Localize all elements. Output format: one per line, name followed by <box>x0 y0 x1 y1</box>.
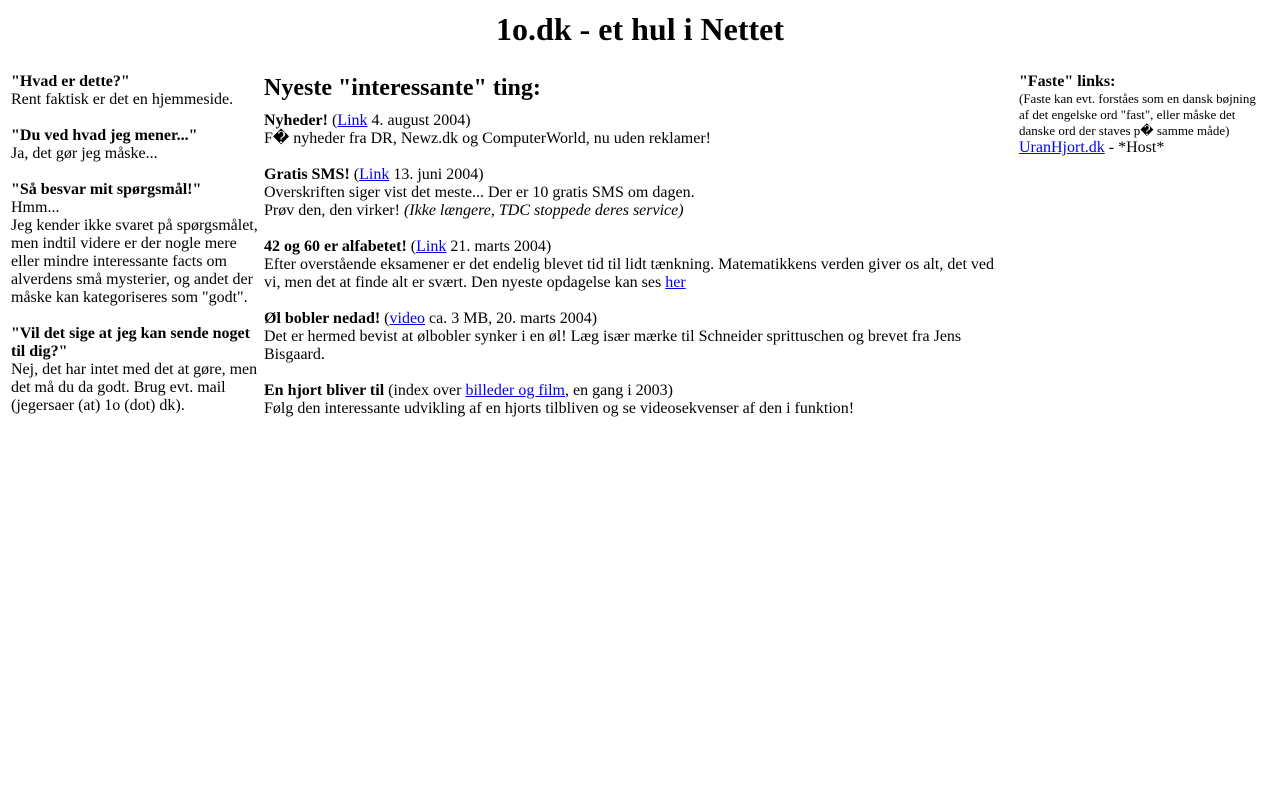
news-item-body: Overskriften siger vist det meste... Der er 10 gratis SMS om dagen. <box>264 184 695 201</box>
news-item-prefix: ( <box>406 238 417 255</box>
news-item-link[interactable]: video <box>389 310 426 327</box>
news-heading: Nyeste "interessante" ting: <box>264 75 541 101</box>
uranhjort-link[interactable]: UranHjort.dk <box>1019 139 1105 156</box>
news-item-header <box>264 112 1012 130</box>
news-item-meta: 13. juni 2004) <box>389 166 484 183</box>
news-item-meta: 4. august 2004) <box>367 112 471 129</box>
news-item-title: Nyheder! <box>264 112 328 129</box>
news-item-meta: , en gang i 2003) <box>565 382 673 399</box>
news-item-text: Prøv den, den virker! <box>264 202 404 219</box>
faq-question: "Hvad er dette?" <box>11 73 130 90</box>
links-note: (Faste kan evt. forståes som en dansk bøjning af det engelske ord "fast", eller måske det danske ord der staves p� samme måde) <box>1019 91 1256 138</box>
faq-question: "Du ved hvad jeg mener..." <box>11 127 198 144</box>
news-item-body: Det er hermed bevist at ølbobler synker i en øl! Læg især mærke til Schneider sprittuschen og brevet fra Jens Bisgaard. <box>264 328 962 363</box>
links-column <box>1019 73 1269 157</box>
news-item-body-2 <box>264 202 1012 220</box>
faq-answer: Rent faktisk er det en hjemmeside. <box>11 91 234 108</box>
news-item-link[interactable]: Link <box>337 112 368 129</box>
faq-item <box>11 73 259 109</box>
faq-column <box>11 73 259 433</box>
news-item-title: 42 og 60 er alfabetet! <box>264 238 407 255</box>
faq-answer: Hmm... <box>11 199 60 216</box>
faq-item <box>11 181 259 307</box>
news-item <box>264 382 1012 418</box>
news-item-header <box>264 166 1012 184</box>
news-item-link[interactable]: Link <box>416 238 447 255</box>
links-item-suffix: - *Host* <box>1104 139 1165 156</box>
news-item-inline-link[interactable]: her <box>665 274 686 291</box>
news-item-header <box>264 238 1012 256</box>
faq-answer: Nej, det har intet med det at gøre, men det må du da godt. Brug evt. mail (jegersaer (at) 1o (dot) dk). <box>11 361 258 414</box>
news-item-body: Følg den interessante udvikling af en hjorts tilbliven og se videosekvenser af den i funktion! <box>264 400 855 417</box>
page-title: 1o.dk - et hul i Nettet <box>496 11 784 47</box>
news-item-prefix: ( <box>380 310 390 327</box>
news-item <box>264 238 1012 292</box>
news-item <box>264 166 1012 220</box>
news-item-title: Øl bobler nedad! <box>264 310 381 327</box>
links-list-item <box>1019 139 1269 157</box>
news-item <box>264 112 1012 148</box>
news-item-body: F� nyheder fra DR, Newz.dk og ComputerWorld, nu uden reklamer! <box>264 130 711 147</box>
news-item-title: En hjort bliver til <box>264 382 385 399</box>
news-item-prefix: (index over <box>384 382 466 399</box>
news-item-body <box>264 256 1012 292</box>
faq-question: "Så besvar mit spørgsmål!" <box>11 181 202 198</box>
news-item-prefix: ( <box>349 166 360 183</box>
news-item-prefix: ( <box>327 112 338 129</box>
faq-question: "Vil det sige at jeg kan sende noget til dig?" <box>11 325 250 360</box>
news-item-header <box>264 382 1012 400</box>
news-item-meta: 21. marts 2004) <box>446 238 552 255</box>
news-item-header <box>264 310 1012 328</box>
faq-answer: Ja, det gør jeg måske... <box>11 145 158 162</box>
news-item-text: Efter overstående eksamener er det endelig blevet tid til lidt tænkning. Matematikkens verden giver os alt, det ved vi, men det at finde alt er svært. Den nyeste opdagelse kan ses <box>264 256 994 291</box>
news-item <box>264 310 1012 364</box>
faq-answer: Jeg kender ikke svaret på spørgsmålet, men indtil videre er der nogle mere eller mindre interessante facts om alverdens små mysterier, og andet der måske kan kategoriseres som "godt". <box>11 217 258 306</box>
faq-item <box>11 127 259 163</box>
news-item-title: Gratis SMS! <box>264 166 350 183</box>
news-item-link[interactable]: Link <box>359 166 390 183</box>
news-item-meta: ca. 3 MB, 20. marts 2004) <box>425 310 598 327</box>
news-column <box>264 73 1012 436</box>
links-heading: "Faste" links: <box>1019 73 1116 90</box>
news-item-note: (Ikke længere, TDC stoppede deres service) <box>403 202 684 219</box>
faq-item <box>11 325 259 415</box>
news-item-link[interactable]: billeder og film <box>465 382 565 399</box>
